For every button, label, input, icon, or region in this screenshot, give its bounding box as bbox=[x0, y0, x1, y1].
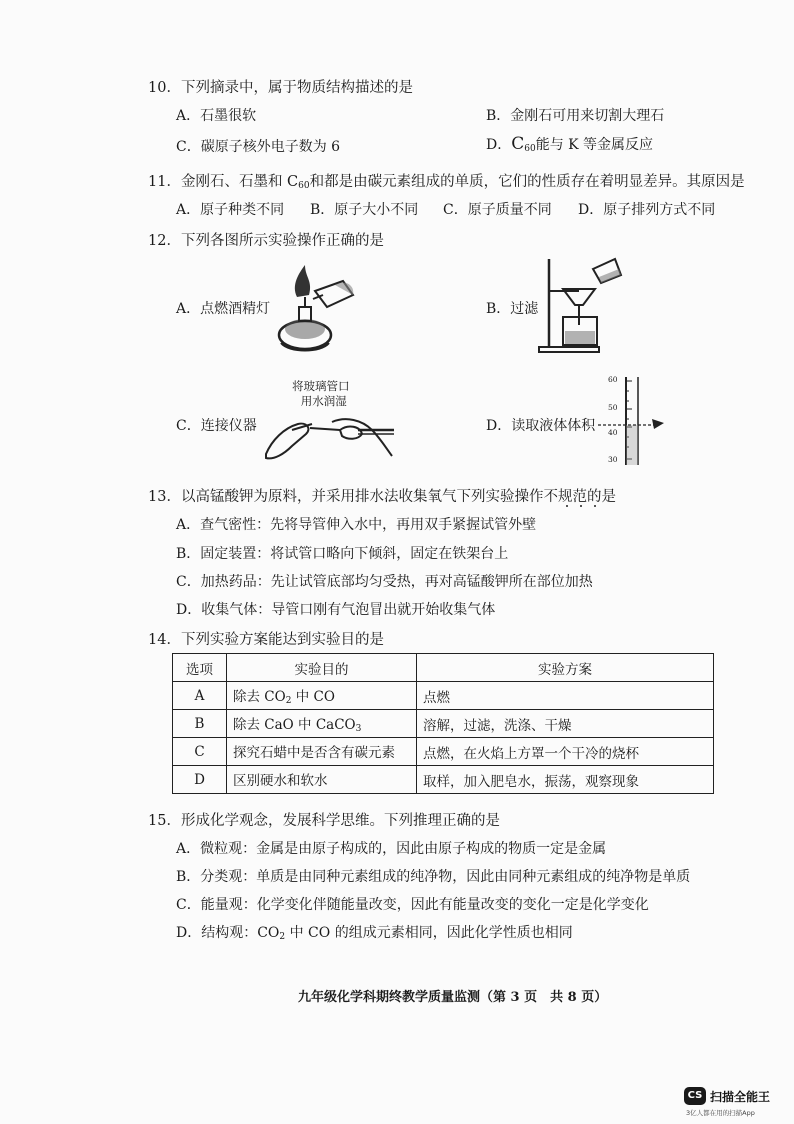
table-cell-goal: 探究石蜡中是否含有碳元素 bbox=[227, 738, 417, 766]
q15-option-c: C．能量观：化学变化伴随能量改变，因此有能量改变的变化一定是化学变化 bbox=[176, 897, 649, 913]
cylinder-tick-50: 50 bbox=[608, 403, 618, 412]
experiment-table bbox=[172, 653, 714, 794]
q10-option-d-formula: C bbox=[511, 134, 525, 154]
measuring-cylinder-figure bbox=[596, 375, 666, 467]
q11-stem-a: 11．金刚石、石墨和 C bbox=[148, 174, 299, 190]
q10-option-c: C．碳原子核外电子数为 6 bbox=[176, 139, 341, 155]
table-cell-plan: 取样，加入肥皂水，振荡，观察现象 bbox=[417, 766, 714, 794]
q15-option-d: D．结构观：$CO_2$ 中 CO 的组成元素相同，因此化学性质也相同 bbox=[176, 925, 573, 942]
table-header-option: 选项 bbox=[173, 654, 227, 682]
q11-stem-b: 和都是由碳元素组成的单质，它们的性质存在着明显差异。其原因是 bbox=[309, 174, 745, 190]
q13-option-c: C．加热药品：先让试管底部均匀受热，再对高锰酸钾所在部位加热 bbox=[176, 574, 593, 590]
table-cell-option: A bbox=[173, 682, 227, 710]
emphasis-dot bbox=[580, 505, 582, 507]
q11-stem-sub: 60 bbox=[298, 181, 310, 191]
table-header-goal: 实验目的 bbox=[227, 654, 417, 682]
table-header-row bbox=[173, 654, 714, 682]
q10-option-a: A．石墨很软 bbox=[176, 108, 257, 124]
q14-stem: 14．下列实验方案能达到实验目的是 bbox=[148, 632, 384, 648]
scanner-logo-icon: CS bbox=[684, 1087, 706, 1105]
q12-option-c: C．连接仪器 bbox=[176, 418, 257, 434]
table-header-plan: 实验方案 bbox=[417, 654, 714, 682]
q10-option-d-prefix: D． bbox=[486, 137, 512, 153]
q10-stem: 10．下列摘录中，属于物质结构描述的是 bbox=[148, 80, 413, 96]
cylinder-tick-40: 40 bbox=[608, 428, 618, 437]
cylinder-tick-30: 30 bbox=[608, 455, 618, 464]
c-figure-note-line1: 将玻璃管口 bbox=[292, 379, 350, 393]
table-cell-plan: 点燃 bbox=[417, 682, 714, 710]
c-figure-note-line2: 用水润湿 bbox=[300, 394, 347, 408]
emphasis-dot bbox=[594, 505, 596, 507]
q12-option-b: B．过滤 bbox=[486, 301, 539, 317]
table-cell-plan: 溶解，过滤，洗涤、干燥 bbox=[417, 710, 714, 738]
table-row bbox=[173, 766, 714, 794]
q10-option-d bbox=[486, 134, 653, 154]
filtration-figure bbox=[535, 255, 625, 355]
table-row bbox=[173, 682, 714, 710]
table-row bbox=[173, 738, 714, 766]
q13-option-a: A．查气密性：先将导管伸入水中，再用双手紧握试管外壁 bbox=[176, 517, 537, 533]
q15-option-a: A．微粒观：金属是由原子构成的，因此由原子构成的物质一定是金属 bbox=[176, 841, 607, 857]
scanner-app-name: 扫描全能王 bbox=[710, 1090, 771, 1104]
q13-option-d: D．收集气体：导管口刚有气泡冒出就开始收集气体 bbox=[176, 602, 496, 618]
q13-option-b: B．固定装置：将试管口略向下倾斜，固定在铁架台上 bbox=[176, 546, 509, 562]
table-cell-option: D bbox=[173, 766, 227, 794]
q10-option-b: B．金刚石可用来切割大理石 bbox=[486, 108, 665, 124]
q11-option-d: D．原子排列方式不同 bbox=[578, 202, 716, 218]
q10-option-d-sub: 60 bbox=[524, 144, 536, 154]
table-cell-plan: 点燃，在火焰上方罩一个干冷的烧杯 bbox=[417, 738, 714, 766]
table-cell-goal: 除去 $CO_2$ 中 CO bbox=[227, 682, 417, 710]
q15-stem: 15．形成化学观念，发展科学思维。下列推理正确的是 bbox=[148, 813, 500, 829]
table-cell-goal: 区别硬水和软水 bbox=[227, 766, 417, 794]
table-row bbox=[173, 710, 714, 738]
q11-option-a: A．原子种类不同 bbox=[176, 202, 285, 218]
q12-option-a: A．点燃酒精灯 bbox=[176, 301, 271, 317]
q11-stem bbox=[148, 170, 745, 191]
connect-apparatus-figure bbox=[262, 410, 397, 465]
page-footer: 九年级化学科期终教学质量监测（第 3 页 共 8 页） bbox=[298, 990, 608, 1005]
q15-option-b: B．分类观：单质是由同种元素组成的纯净物，因此由同种元素组成的纯净物是单质 bbox=[176, 869, 691, 885]
q11-option-c: C．原子质量不同 bbox=[443, 202, 552, 218]
scanner-tagline: 3亿人都在用的扫描App bbox=[686, 1109, 755, 1117]
table-cell-goal: 除去 CaO 中 CaCO$_3$ bbox=[227, 710, 417, 738]
q11-option-b: B．原子大小不同 bbox=[310, 202, 419, 218]
table-cell-option: C bbox=[173, 738, 227, 766]
q10-option-d-suffix: 能与 K 等金属反应 bbox=[535, 137, 654, 153]
table-cell-option: B bbox=[173, 710, 227, 738]
alcohol-lamp-figure bbox=[275, 255, 365, 355]
emphasis-dot bbox=[566, 505, 568, 507]
q12-option-d: D．读取液体体积 bbox=[486, 418, 596, 434]
cylinder-tick-60: 60 bbox=[608, 375, 618, 384]
c-figure-note bbox=[292, 379, 350, 409]
q13-stem: 13．以高锰酸钾为原料，并采用排水法收集氧气下列实验操作不规范的是 bbox=[148, 489, 616, 505]
q12-stem: 12．下列各图所示实验操作正确的是 bbox=[148, 233, 384, 249]
